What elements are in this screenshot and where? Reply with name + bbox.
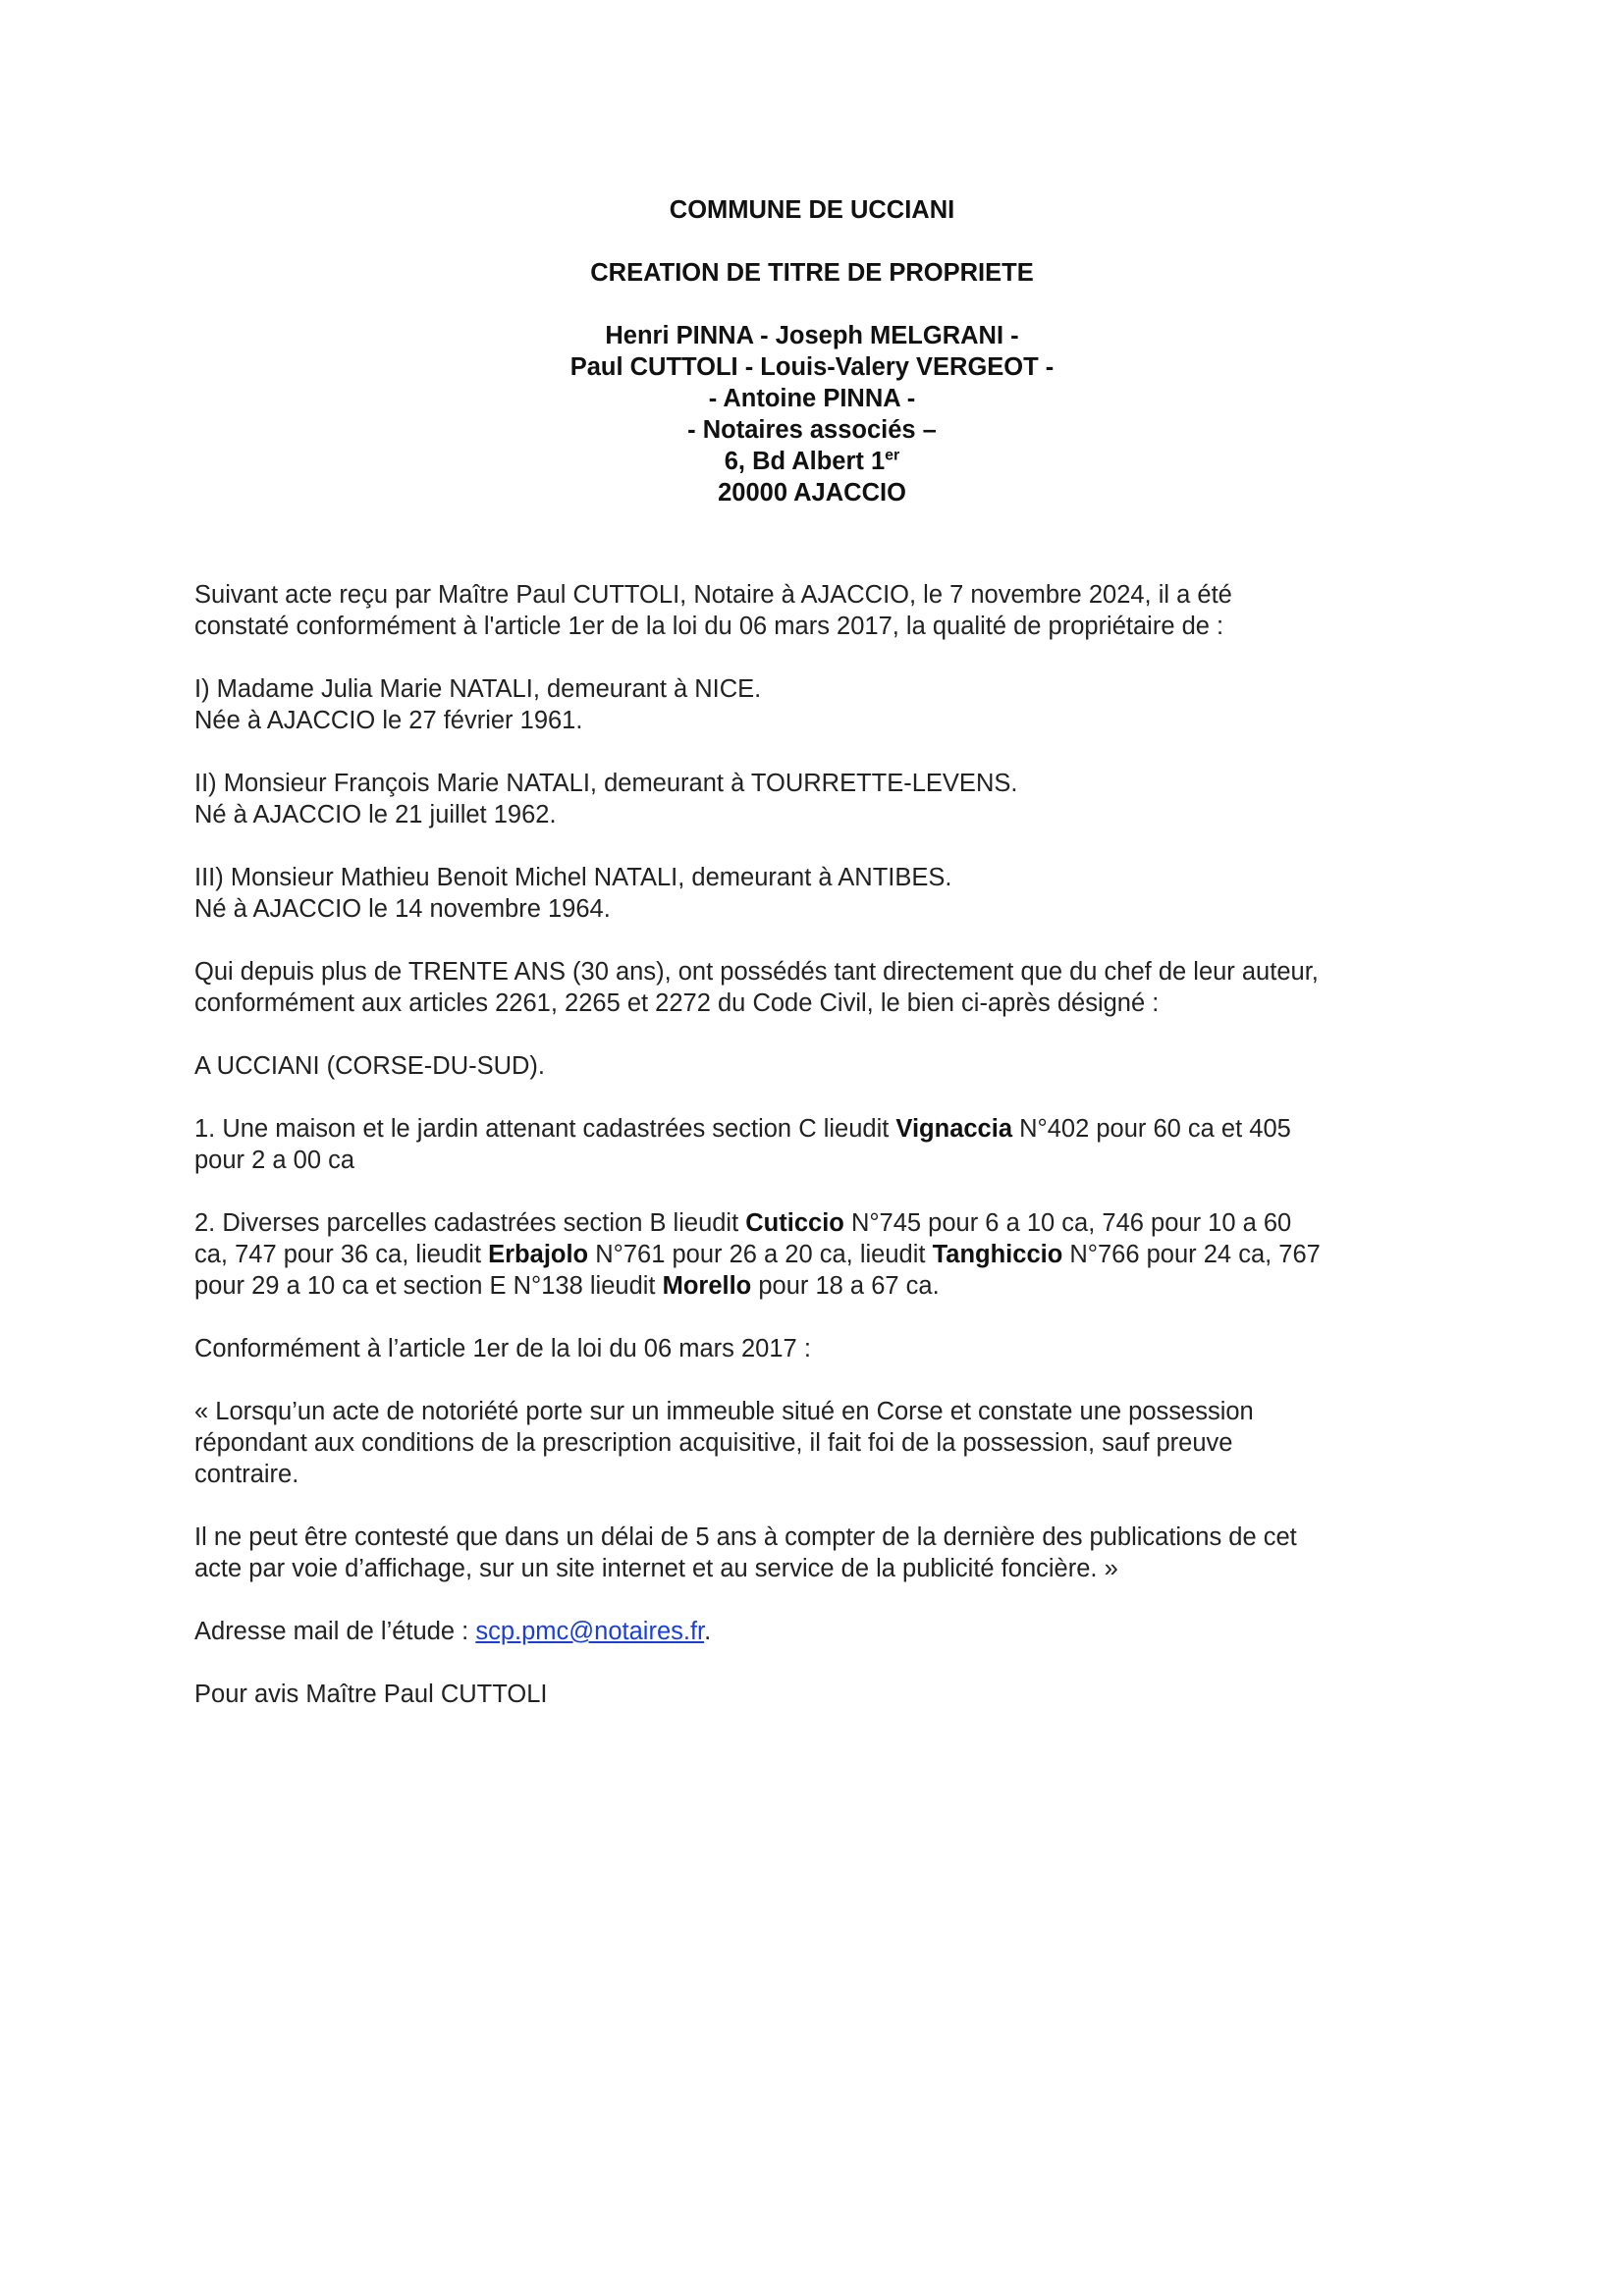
item-2-line-1 [194, 1207, 1451, 1239]
owner-3 [194, 862, 1451, 925]
signature [194, 1679, 1451, 1710]
property-item-2 [194, 1207, 1451, 1302]
email-line [194, 1616, 1451, 1647]
item-1-text: 1. Une maison et le jardin attenant cadastrées section C lieudit [194, 1115, 896, 1143]
contact-email [194, 1616, 1451, 1647]
item-2-text-4: N°766 pour 24 ca, 767 [1062, 1241, 1321, 1268]
owner-1 [194, 673, 1451, 736]
quote-1-line-3: contraire. [194, 1461, 299, 1488]
owner-2-name: II) Monsieur François Marie NATALI, demeurant à TOURRETTE-LEVENS. [194, 770, 1018, 797]
law-quote-1 [194, 1396, 1451, 1490]
item-2-text-3: N°761 pour 26 a 20 ca, lieudit [588, 1241, 933, 1268]
lieudit-morello: Morello [662, 1272, 752, 1300]
street-text: 6, Bd Albert 1 [724, 448, 886, 475]
possession-line-1: Qui depuis plus de TRENTE ANS (30 ans), ont possédés tant directement que du chef de leur auteur, [194, 958, 1319, 986]
possession-paragraph [194, 956, 1451, 1019]
office-city: 20000 AJACCIO [718, 479, 906, 507]
item-2-text: 2. Diverses parcelles cadastrées section B lieudit [194, 1209, 746, 1237]
intro-line-1: Suivant acte reçu par Maître Paul CUTTOLI, Notaire à AJACCIO, le 7 novembre 2024, il a été [194, 581, 1232, 609]
property-item-1 [194, 1113, 1451, 1176]
quote-2-line-1: Il ne peut être contesté que dans un délai de 5 ans à compter de la dernière des publications de cet [194, 1523, 1297, 1551]
intro-line-2: constaté conformément à l'article 1er de la loi du 06 mars 2017, la qualité de propriétaire de : [194, 613, 1224, 640]
item-1-line-1 [194, 1113, 1451, 1145]
property-location [194, 1050, 1451, 1082]
item-1-text-end: N°402 pour 60 ca et 405 [1012, 1115, 1291, 1143]
street-superscript: er [885, 447, 900, 464]
item-2-text-6: pour 18 a 67 ca. [751, 1272, 940, 1300]
owner-3-birth: Né à AJACCIO le 14 novembre 1964. [194, 895, 611, 923]
lieudit-cuticcio: Cuticcio [745, 1209, 844, 1237]
email-link[interactable]: scp.pmc@notaires.fr [475, 1618, 705, 1645]
location-line: A UCCIANI (CORSE-DU-SUD). [194, 1052, 546, 1080]
law-reference [194, 1333, 1451, 1364]
owner-1-birth: Née à AJACCIO le 27 février 1961. [194, 707, 583, 734]
office-street-address [0, 446, 1624, 477]
quote-1-line-2: répondant aux conditions de la prescription acquisitive, il fait foi de la possession, sauf preuve [194, 1429, 1233, 1457]
notaries-line-3: - Antoine PINNA - [708, 385, 916, 412]
item-2-text-5: pour 29 a 10 ca et section E N°138 lieudit [194, 1272, 663, 1300]
commune-heading: COMMUNE DE UCCIANI [669, 196, 955, 224]
item-1-line-2: pour 2 a 00 ca [194, 1147, 355, 1174]
lieudit-erbajolo: Erbajolo [488, 1241, 589, 1268]
document-title: CREATION DE TITRE DE PROPRIETE [590, 259, 1034, 287]
owner-3-name: III) Monsieur Mathieu Benoit Michel NATALI, demeurant à ANTIBES. [194, 864, 952, 891]
owner-2-birth: Né à AJACCIO le 21 juillet 1962. [194, 801, 557, 828]
lieudit-tanghiccio: Tanghiccio [932, 1241, 1063, 1268]
item-2-line-3 [194, 1270, 1451, 1302]
signature-line: Pour avis Maître Paul CUTTOLI [194, 1681, 548, 1708]
notaries-line-4: - Notaires associés – [687, 416, 937, 444]
item-2-text-2: ca, 747 pour 36 ca, lieudit [194, 1241, 489, 1268]
notaries-line-1: Henri PINNA - Joseph MELGRANI - [605, 322, 1019, 349]
law-quote-2 [194, 1522, 1451, 1584]
lieudit-vignaccia: Vignaccia [895, 1115, 1013, 1143]
law-reference-line: Conformément à l’article 1er de la loi du 06 mars 2017 : [194, 1335, 811, 1362]
owner-1-name: I) Madame Julia Marie NATALI, demeurant à NICE. [194, 675, 762, 703]
possession-line-2: conformément aux articles 2261, 2265 et 2272 du Code Civil, le bien ci-après désigné : [194, 989, 1160, 1017]
email-period: . [704, 1618, 712, 1645]
notaries-line-2: Paul CUTTOLI - Louis-Valery VERGEOT - [569, 353, 1055, 381]
item-2-text-end: N°745 pour 6 a 10 ca, 746 pour 10 a 60 [843, 1209, 1292, 1237]
quote-1-line-1: « Lorsqu’un acte de notoriété porte sur un immeuble situé en Corse et constate une possession [194, 1398, 1254, 1425]
email-label: Adresse mail de l’étude : [194, 1618, 476, 1645]
item-2-line-2 [194, 1239, 1451, 1270]
quote-2-line-2: acte par voie d’affichage, sur un site internet et au service de la publicité foncière. » [194, 1555, 1118, 1582]
intro-paragraph [194, 579, 1451, 642]
owner-2 [194, 768, 1451, 830]
